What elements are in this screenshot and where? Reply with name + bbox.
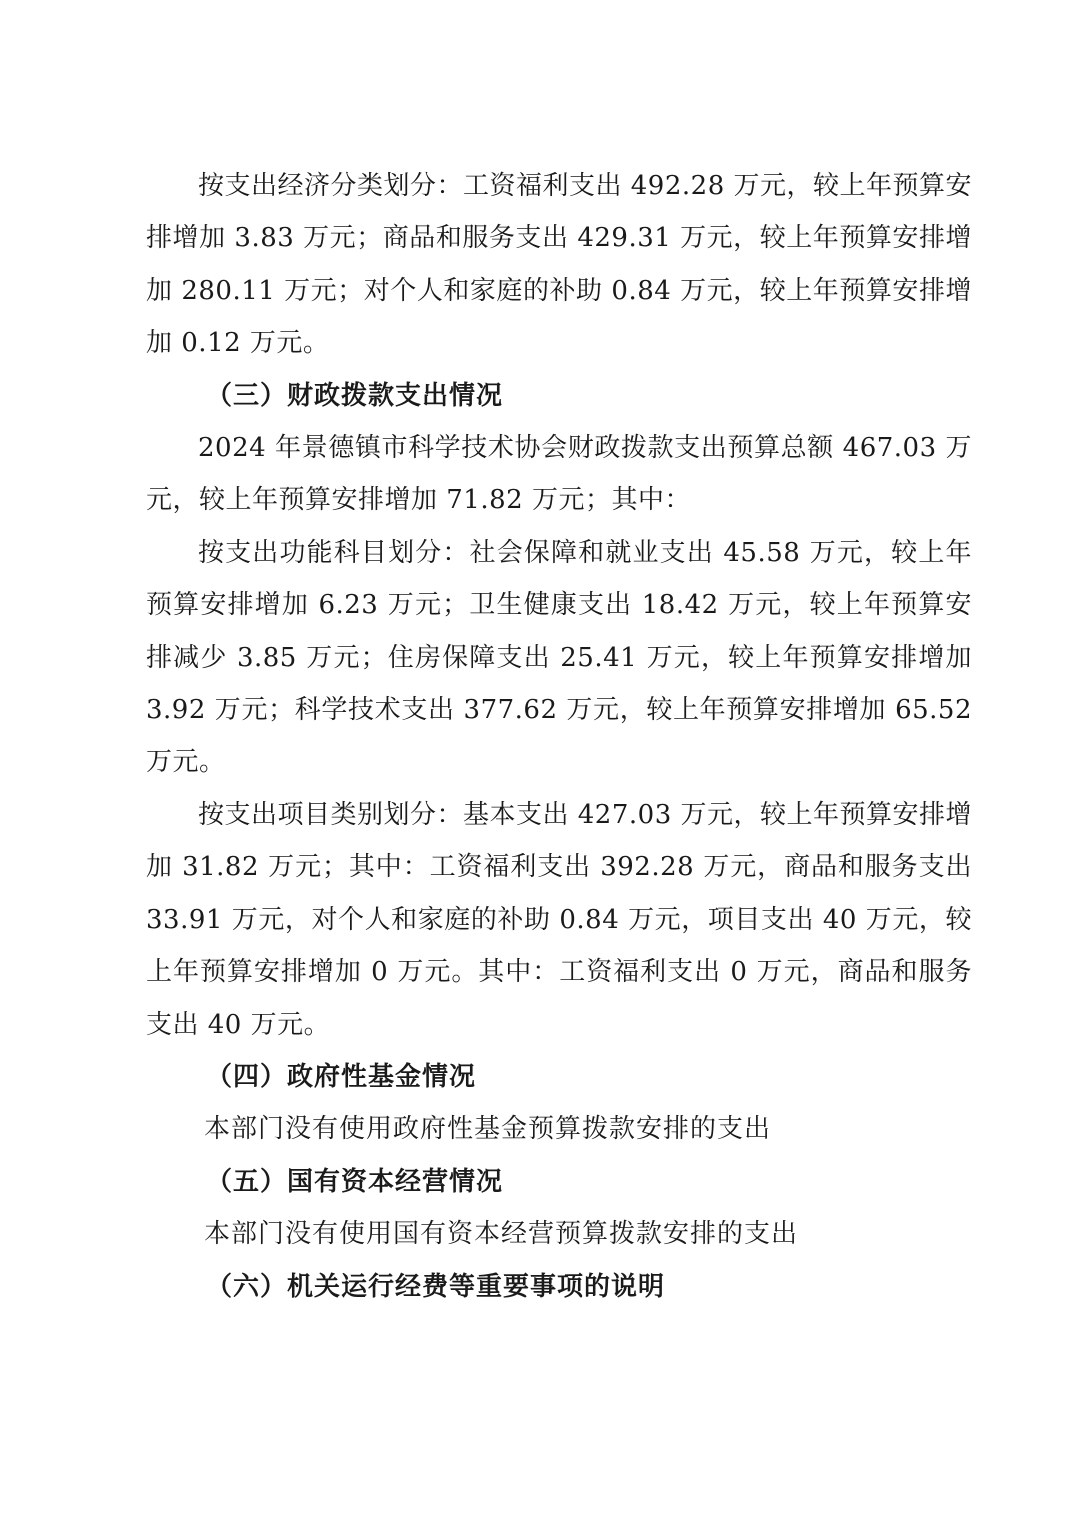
section-heading-government-fund: （四）政府性基金情况 [206,1061,477,1092]
paragraph-state-capital: 本部门没有使用国有资本经营预算拨款安排的支出 [204,1219,799,1250]
paragraph-fiscal-total: 2024 年景德镇市科学技术协会财政拨款支出预算总额 467.03 万元，较上年预算安排增加 71.82 万元；其中： [146,433,972,516]
paragraph-economic-classification: 按支出经济分类划分：工资福利支出 492.28 万元，较上年预算安排增加 3.83 万元；商品和服务支出 429.31 万元，较上年预算安排增加 280.11 万元；对个人和家庭的补助 0.84 万元，较上年预算安排增加 0.12 万元。 [146,171,973,359]
paragraph-functional-classification: 按支出功能科目划分：社会保障和就业支出 45.58 万元，较上年预算安排增加 6.23 万元；卫生健康支出 18.42 万元，较上年预算安排减少 3.85 万元；住房保障支出 25.41 万元，较上年预算安排增加 3.92 万元；科学技术支出 377.62 万元，较上年预算安排增加 65.52 万元。 [146,537,972,778]
section-heading-operating-expenses: （六）机关运行经费等重要事项的说明 [206,1271,666,1302]
section-heading-fiscal-expenditure: （三）财政拨款支出情况 [206,380,504,411]
paragraph-government-fund: 本部门没有使用政府性基金预算拨款安排的支出 [204,1114,772,1145]
paragraph-project-category: 按支出项目类别划分：基本支出 427.03 万元，较上年预算安排增加 31.82 万元；其中：工资福利支出 392.28 万元，商品和服务支出 33.91 万元，对个人和家庭的补助 0.84 万元，项目支出 40 万元，较上年预算安排增加 0 万元。其中：工资福利支出 0 万元，商品和服务支出 40 万元。 [146,799,973,1040]
document-page [146,160,972,1313]
section-heading-state-capital: （五）国有资本经营情况 [206,1166,504,1197]
